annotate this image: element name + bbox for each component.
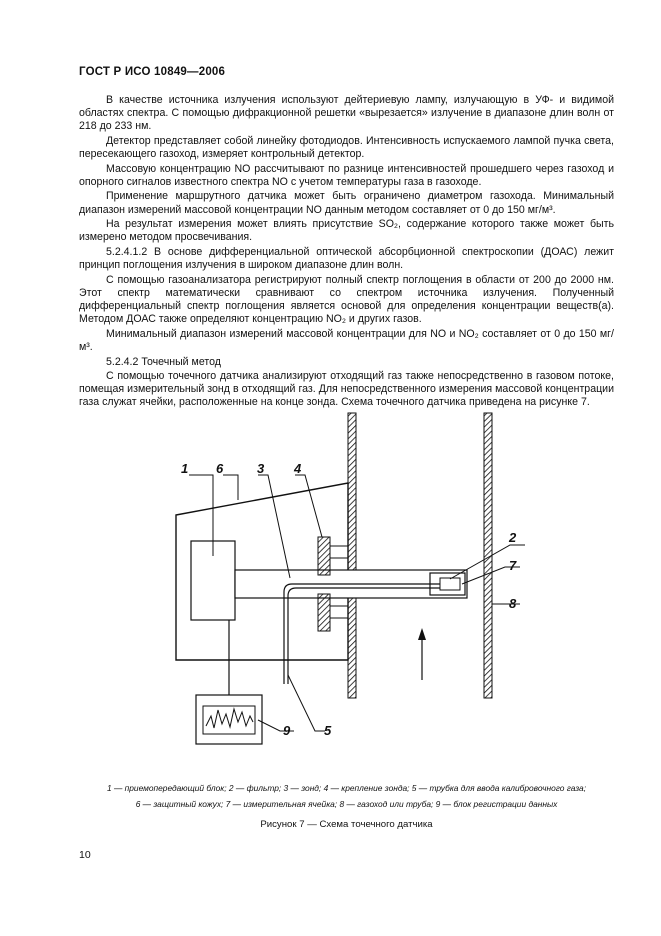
gas-flow-arrow-icon — [418, 628, 426, 680]
signal-trace-icon — [206, 709, 253, 728]
paragraph: Массовую концентрацию NO рассчитывают по разнице интенсивностей прошедшего через газоход и опорного сигналов известного спектра NO с учетом температуры газа в газоходе. — [79, 162, 614, 188]
document-header: ГОСТ Р ИСО 10849—2006 — [79, 66, 226, 78]
point-sensor-diagram — [150, 408, 530, 753]
label-4: 4 — [294, 461, 302, 476]
paragraph: С помощью точечного датчика анализируют отходящий газ также непосредственно в газовом потоке, помещая измерительный зонд в отходящий газ. Для непосредственного измерения массовой концентрации газа служат ячейки, расположенные на конце зонда. Схема точечного датчика приведена на рисунке 7. — [79, 370, 614, 409]
legend-line: 6 — защитный кожух; 7 — измерительная ячейка; 8 — газоход или труба; 9 — блок регистрации данных — [135, 799, 558, 809]
paragraph: Минимальный диапазон измерений массовой концентрации для NO и NO₂ составляет от 0 до 150 мг/м³. — [79, 327, 614, 353]
probe-mount-collar-lower — [330, 606, 348, 618]
label-3: 3 — [257, 461, 265, 476]
label-1: 1 — [181, 461, 189, 476]
label-8: 8 — [509, 596, 517, 611]
paragraph: С помощью газоанализатора регистрируют полный спектр поглощения в области от 200 до 2000 нм. Этот спектр математически сравнивают со спектром источника излучения. Полученный дифференциальный спектр поглощения является основой для определения концентрации веществ(а). Методом ДОАС также определяют концентрацию NO₂ и других газов. — [79, 273, 614, 326]
paragraph: В качестве источника излучения используют дейтериевую лампу, излучающую в УФ- и видимой областях спектра. С помощью дифракционной решетки «вырезается» излучение в диапазоне длин волн от 218 до 233 нм. — [79, 94, 614, 133]
paragraph: Детектор представляет собой линейку фотодиодов. Интенсивность испускаемого лампой пучка света, пересекающего газоход, измеряет контрольный детектор. — [79, 134, 614, 160]
label-6: 6 — [216, 461, 224, 476]
paragraph: 5.2.4.1.2 В основе дифференциальной оптической абсорбционной спектроскопии (ДОАС) лежит принцип поглощения излучения в широком диапазоне длин волн. — [79, 246, 614, 272]
figure-legend — [79, 780, 614, 812]
paragraph: На результат измерения может влиять присутствие SO₂, содержание которого также может быть измерено методом просвечивания. — [79, 218, 614, 244]
label-5: 5 — [324, 723, 332, 738]
probe-mount-upper — [318, 537, 330, 575]
duct-left-wall — [348, 413, 356, 698]
label-7: 7 — [509, 558, 517, 573]
label-2: 2 — [509, 530, 517, 545]
data-logger-screen — [203, 706, 255, 734]
paragraph: Применение маршрутного датчика может быть ограничено диаметром газохода. Минимальный диапазон измерений массовой концентрации NO данным методом составляет от 0 до 150 мг/м³. — [79, 190, 614, 216]
section-heading: 5.2.4.2 Точечный метод — [106, 355, 221, 368]
body-text — [79, 94, 614, 411]
legend-line: 1 — приемопередающий блок; 2 — фильтр; 3 — зонд; 4 — крепление зонда; 5 — трубка для ввода калибровочного газа; — [106, 783, 587, 793]
probe-mount-collar-upper — [330, 546, 348, 558]
label-9: 9 — [283, 723, 291, 738]
probe-mount-lower — [318, 594, 330, 631]
figure-title: Рисунок 7 — Схема точечного датчика — [260, 819, 433, 830]
calibration-gas-tube — [284, 584, 440, 684]
page-number: 10 — [79, 849, 91, 861]
